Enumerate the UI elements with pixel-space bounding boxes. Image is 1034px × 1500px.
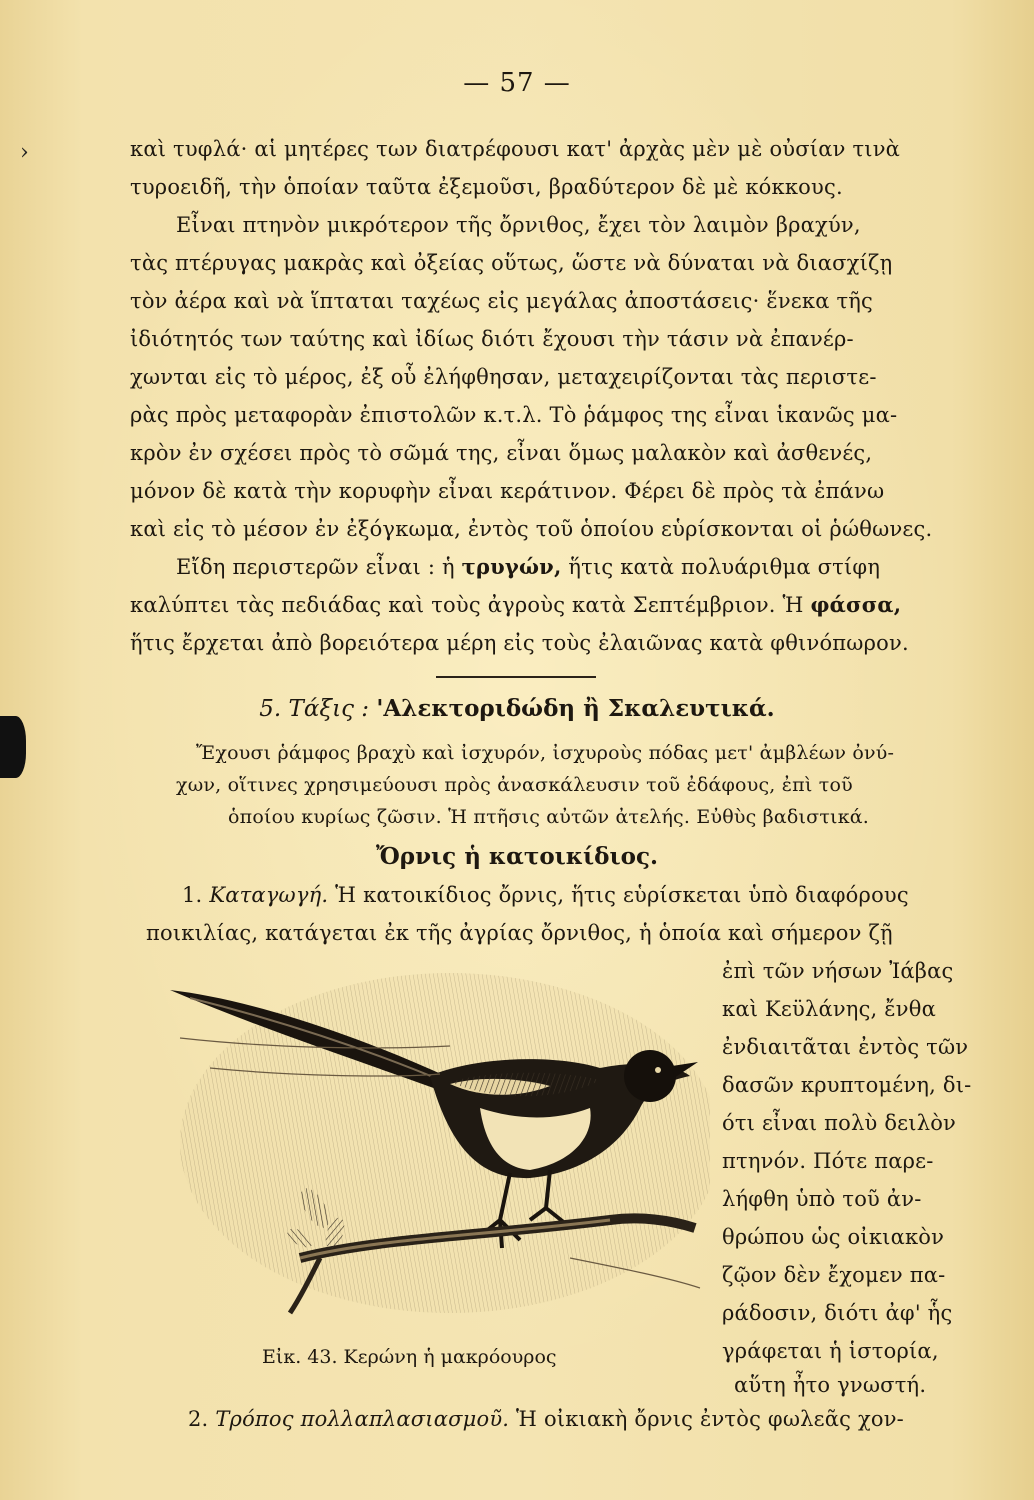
- text-line: χωνται εἰς τὸ μέρος, ἐξ οὗ ἐλήφθησαν, μεταχειρίζονται τὰς περιστε-: [130, 365, 877, 389]
- description-line: χων, οἵτινες χρησιμεύουσι πρὸς ἀνασκάλευσιν τοῦ ἐδάφους, ἐπὶ τοῦ: [176, 774, 853, 796]
- side-text-line: καὶ Κεϋλάνης, ἔνθα: [722, 997, 936, 1021]
- item-number: 2.: [188, 1407, 209, 1431]
- section-heading: [0, 694, 1034, 724]
- text-line: [188, 1404, 904, 1434]
- section-title: 'Αλεκτοριδώδη ἢ Σκαλευτικά.: [376, 695, 775, 722]
- side-text-line: αὕτη ἦτο γνωστή.: [734, 1373, 927, 1397]
- text-line: τὸν ἀέρα καὶ νὰ ἵπταται ταχέως εἰς μεγάλας ἀποστάσεις· ἕνεκα τῆς: [130, 289, 874, 313]
- magpie-illustration: [150, 958, 710, 1320]
- side-text-line: ἐνδιαιτᾶται ἐντὸς τῶν: [722, 1035, 969, 1059]
- side-text-line: γράφεται ἡ ἱστορία,: [722, 1339, 939, 1363]
- text-line: μόνον δὲ κατὰ τὴν κορυφὴν εἶναι κεράτινον. Φέρει δὲ πρὸς τὰ ἐπάνω: [130, 479, 885, 503]
- text-line: τυροειδῆ, τὴν ὁποίαν ταῦτα ἐξεμοῦσι, βραδύτερον δὲ μὲ κόκκους.: [130, 175, 843, 199]
- description-line: Ἔχουσι ῥάμφος βραχὺ καὶ ἰσχυρόν, ἰσχυροὺς πόδας μετ' ἀμβλέων ὀνύ-: [196, 742, 895, 764]
- text-line: [182, 880, 909, 910]
- side-text-line: ότι εἶναι πολὺ δειλὸν: [722, 1111, 957, 1135]
- side-text-line: ζῷον δὲν ἔχομεν πα-: [722, 1263, 946, 1287]
- page-number: — 57 —: [463, 68, 571, 98]
- side-text-line: δασῶν κρυπτομένη, δι-: [722, 1073, 972, 1097]
- text-fragment: καλύπτει τὰς πεδιάδας καὶ τοὺς ἀγροὺς κατὰ Σεπτέμβριον. Ἡ: [130, 593, 811, 617]
- margin-mark: ›: [20, 140, 29, 165]
- text-fragment: Ἡ οἰκιακὴ ὄρνις ἐντὸς φωλεᾶς χον-: [509, 1407, 904, 1431]
- section-divider: [436, 676, 596, 678]
- section-label: 5. Τάξις :: [259, 696, 377, 722]
- side-text-line: λήφθη ὑπὸ τοῦ ἀν-: [722, 1187, 922, 1211]
- text-line: κρὸν ἐν σχέσει πρὸς τὸ σῶμά της, εἶναι ὅμως μαλακὸν καὶ ἀσθενές,: [130, 441, 873, 465]
- term-fassa: φάσσα,: [810, 592, 902, 617]
- figure-caption: Εἰκ. 43. Κερώνη ἡ μακρόουρος: [262, 1346, 557, 1368]
- text-fragment: ἥτις κατὰ πολυάριθμα στίφη: [561, 555, 881, 579]
- text-line: καὶ τυφλά· αἱ μητέρες των διατρέφουσι κατ' ἀρχὰς μὲν μὲ οὐσίαν τινὰ: [130, 137, 901, 161]
- term-trygon: τρυγών,: [461, 554, 562, 579]
- item-number: 1.: [182, 883, 203, 907]
- text-line: ποικιλίας, κατάγεται ἐκ τῆς ἀγρίας ὄρνιθος, ἡ ὁποία καὶ σήμερον ζῇ: [146, 921, 893, 945]
- text-line: ἰδιότητός των ταύτης καὶ ἰδίως διότι ἔχουσι τὴν τάσιν νὰ ἐπανέρ-: [130, 327, 854, 351]
- text-line: Εἶναι πτηνὸν μικρότερον τῆς ὄρνιθος, ἔχει τὸν λαιμὸν βραχύν,: [176, 213, 861, 237]
- text-fragment: Ἡ κατοικίδιος ὄρνις, ἥτις εὑρίσκεται ὑπὸ διαφόρους: [328, 883, 909, 907]
- text-fragment: Εἴδη περιστερῶν εἶναι : ἡ: [176, 555, 462, 579]
- description-line: ὁποίου κυρίως ζῶσιν. Ἡ πτῆσις αὐτῶν ἀτελής. Εὐθὺς βαδιστικά.: [228, 806, 870, 828]
- text-line: ἥτις ἔρχεται ἀπὸ βορειότερα μέρη εἰς τοὺς ἐλαιῶνας κατὰ φθινόπωρον.: [130, 631, 909, 655]
- text-line: τὰς πτέρυγας μακρὰς καὶ ὀξείας οὕτως, ὥστε νὰ δύναται νὰ διασχίζῃ: [130, 251, 893, 275]
- item-title: Τρόπος πολλαπλασιασμοῦ.: [215, 1407, 510, 1431]
- side-text-line: πτηνόν. Πότε παρε-: [722, 1149, 934, 1173]
- side-text-line: θρώπου ὡς οἰκιακὸν: [722, 1225, 945, 1249]
- ink-blot: [0, 716, 26, 778]
- side-text-line: ἐπὶ τῶν νήσων Ἰάβας: [722, 959, 954, 983]
- subheading: Ὄρνις ἡ κατοικίδιος.: [376, 843, 658, 870]
- text-line: [130, 590, 901, 620]
- text-line: [176, 552, 880, 582]
- text-line: ρὰς πρὸς μεταφορὰν ἐπιστολῶν κ.τ.λ. Τὸ ῥάμφος της εἶναι ἱκανῶς μα-: [130, 403, 898, 427]
- item-title: Καταγωγή.: [209, 883, 329, 907]
- side-text-line: ράδοσιν, διότι ἀφ' ἧς: [722, 1301, 953, 1325]
- text-line: καὶ εἰς τὸ μέσον ἐν ἐξόγκωμα, ἐντὸς τοῦ ὁποίου εὑρίσκονται οἱ ῥώθωνες.: [130, 517, 933, 541]
